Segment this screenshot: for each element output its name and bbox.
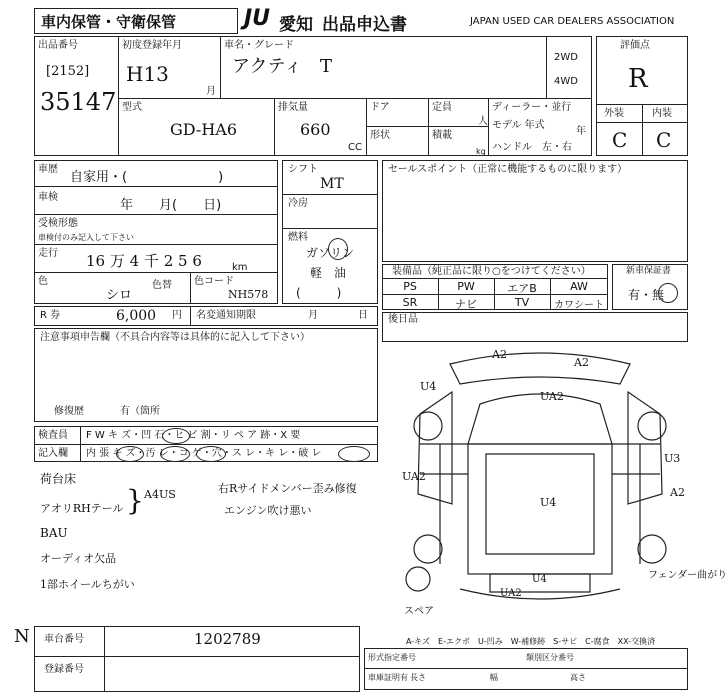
- form-title: 出品申込書: [322, 15, 407, 35]
- mark-u4-left: U4: [420, 380, 437, 393]
- class-label: 類別区分番号: [526, 653, 574, 662]
- mileage-value: 16 万 4 千 2 5 6: [86, 252, 202, 270]
- color-value: シロ: [106, 288, 133, 303]
- chassis-value: 1202789: [194, 630, 261, 648]
- legend-line-2: 内 張 キ ズ・汚 レ・コ ゲ・穴・ス レ・キ レ・破 レ: [86, 448, 322, 459]
- cert-label: 車庫証明有: [368, 673, 408, 682]
- tax-label: 名変通知期限: [196, 310, 256, 321]
- ext-label: 外装: [604, 108, 624, 119]
- r-ticket-unit: 円: [172, 310, 182, 321]
- name-value: アクティ T: [232, 56, 333, 77]
- inspect-label: 車検: [38, 192, 58, 203]
- history-value: 自家用・( ): [70, 170, 224, 185]
- legend-line-1: F W キ ズ・凹 石・ヒ ビ 割・リ ペ ア 跡・X 要: [86, 430, 301, 441]
- r-ticket-label: R 券: [40, 310, 61, 321]
- lot-sub: [2152]: [46, 64, 90, 79]
- note-bau: BAU: [40, 526, 68, 540]
- sales-points-box: [382, 160, 688, 262]
- lot-label: 出品番号: [38, 40, 78, 51]
- rating-label: 評価点: [620, 40, 650, 51]
- mark-a2-top-right: A2: [574, 356, 589, 369]
- lot-number: 35147: [40, 88, 117, 116]
- note-bed-floor: 荷台床: [40, 472, 77, 486]
- model-label: 型式: [122, 102, 142, 113]
- equip-leather: カワシート: [554, 300, 604, 311]
- association-name: JAPAN USED CAR DEALERS ASSOCIATION: [470, 16, 675, 27]
- later-box: [382, 312, 688, 342]
- mileage-label: 走行: [38, 248, 58, 259]
- history-label: 車歴: [38, 164, 58, 175]
- later-label: 後日品: [388, 314, 418, 325]
- color-code-value: NH578: [228, 288, 269, 301]
- warranty-label: 新車保証書: [626, 266, 672, 276]
- legend-circle-2: [116, 446, 144, 462]
- recv-label: 受検形態: [38, 218, 78, 229]
- tax-month: 月: [308, 310, 318, 321]
- notes-label: 注意事項申告欄（不具合内容等は具体的に記入して下さい）: [40, 332, 310, 343]
- mark-fender: フェンダー曲がり: [648, 570, 727, 581]
- rating-value: R: [628, 64, 648, 94]
- mark-u4-center: U4: [540, 496, 557, 509]
- mark-ua2-top: UA2: [540, 390, 564, 403]
- reg-month-suffix: 月: [206, 86, 216, 97]
- equip-aw: AW: [570, 280, 588, 293]
- fuel-label: 燃料: [288, 232, 308, 243]
- color-label: 色: [38, 276, 48, 287]
- legend-circle-4: [196, 446, 226, 462]
- note-audio: オーディオ欠品: [40, 552, 117, 565]
- org-name: 愛知: [279, 15, 313, 35]
- reg-label: 初度登録年月: [122, 40, 182, 51]
- fuel-other: ( ): [296, 286, 342, 300]
- margin-mark: N: [14, 626, 30, 647]
- r-ticket-value: 6,000: [116, 308, 157, 324]
- drive-4wd: 4WD: [554, 76, 578, 87]
- model-value: GD-HA6: [170, 120, 237, 139]
- sales-points-label: セールスポイント（正常に機能するものに限ります）: [388, 164, 628, 175]
- mark-ua2-rear: UA2: [500, 588, 522, 599]
- note-engine: エンジン吹け悪い: [224, 504, 312, 517]
- color-code-label: 色コード: [194, 276, 234, 287]
- door-label: ドア: [370, 102, 390, 113]
- ext-value: C: [612, 128, 628, 152]
- seat-unit: 人: [478, 116, 488, 127]
- length-label: 長さ: [410, 673, 426, 682]
- shift-value: MT: [320, 176, 344, 192]
- equip-pw: PW: [457, 280, 475, 293]
- storage-label: 車内保管・守衛保管: [41, 13, 177, 31]
- chassis-label: 車台番号: [44, 634, 84, 645]
- load-unit: kg: [476, 147, 486, 156]
- fuel-gas-circle: [328, 238, 348, 260]
- mark-a2-right: A2: [670, 486, 685, 499]
- warranty-value: 有・無: [628, 288, 665, 302]
- disp-value: 660: [300, 120, 331, 139]
- repaint-label: 色替: [152, 280, 172, 291]
- note-side-member: 右Rサイドメンバー歪み修復: [218, 482, 357, 495]
- dealer-label: ディーラー・並行: [492, 102, 572, 113]
- repair-label: 修復歴: [54, 406, 84, 417]
- disp-unit: CC: [348, 142, 362, 153]
- equip-tv: TV: [514, 296, 530, 309]
- spare-label: スペア: [404, 606, 434, 617]
- repair-value: 有（箇所: [120, 406, 160, 417]
- equip-ps: PS: [403, 280, 417, 293]
- disp-label: 排気量: [278, 102, 308, 113]
- code-legend: A-キズ E-エクボ U-凹み W-補修跡 S-サビ C-腐食 XX-交換済: [406, 637, 656, 646]
- mark-ua2-left: UA2: [402, 470, 426, 483]
- int-label: 内装: [652, 108, 672, 119]
- int-value: C: [656, 128, 672, 152]
- mark-a2-top: A2: [492, 348, 507, 361]
- mark-u3-right: U3: [664, 452, 681, 465]
- recv-note: 車検付のみ記入して下さい: [38, 233, 134, 242]
- legend-circle-5: [338, 446, 370, 462]
- equip-label: 装備品（純正品に限り○をつけてください）: [392, 266, 591, 277]
- equip-sr: SR: [402, 296, 418, 309]
- recorder-label: 記入欄: [38, 448, 68, 459]
- shape-label: 形状: [370, 130, 390, 141]
- height-label: 高さ: [570, 673, 586, 682]
- note-wheel: 1部ホイールちがい: [40, 578, 135, 591]
- model-year-label: モデル 年式: [492, 120, 545, 131]
- reg-value: H13: [126, 62, 169, 86]
- note-brace: }: [126, 484, 144, 517]
- spec-label: 形式指定番号: [368, 653, 416, 662]
- storage-box: [34, 8, 238, 34]
- note-gate-tail: アオリRHテール: [40, 502, 124, 515]
- tax-day: 日: [358, 310, 368, 321]
- warranty-circle: [658, 283, 678, 303]
- equip-airbag: エアB: [507, 282, 537, 295]
- inspector-label: 検査員: [38, 430, 68, 441]
- ju-logo: JU: [244, 6, 271, 31]
- width-label: 幅: [490, 673, 498, 682]
- drive-2wd: 2WD: [554, 52, 578, 63]
- name-label: 車名・グレード: [224, 40, 294, 51]
- equip-navi: ナビ: [455, 298, 477, 311]
- note-a4us: A4US: [144, 488, 176, 501]
- mileage-unit: km: [232, 262, 248, 273]
- ac-label: 冷房: [288, 198, 308, 209]
- handle-label: ハンドル 左・右: [492, 142, 572, 153]
- plate-label: 登録番号: [44, 664, 84, 675]
- year-unit: 年: [576, 126, 586, 137]
- seat-label: 定員: [432, 102, 452, 113]
- load-label: 積載: [432, 130, 452, 141]
- inspect-value: 年 月( 日): [120, 198, 222, 213]
- legend-circle-1: [162, 428, 190, 444]
- fuel-diesel: 軽 油: [310, 266, 347, 280]
- mark-u4-rear: U4: [532, 574, 547, 585]
- fuel-gas: ガソリン: [306, 246, 355, 260]
- legend-circle-3: [160, 446, 190, 462]
- shift-label: シフト: [288, 164, 318, 175]
